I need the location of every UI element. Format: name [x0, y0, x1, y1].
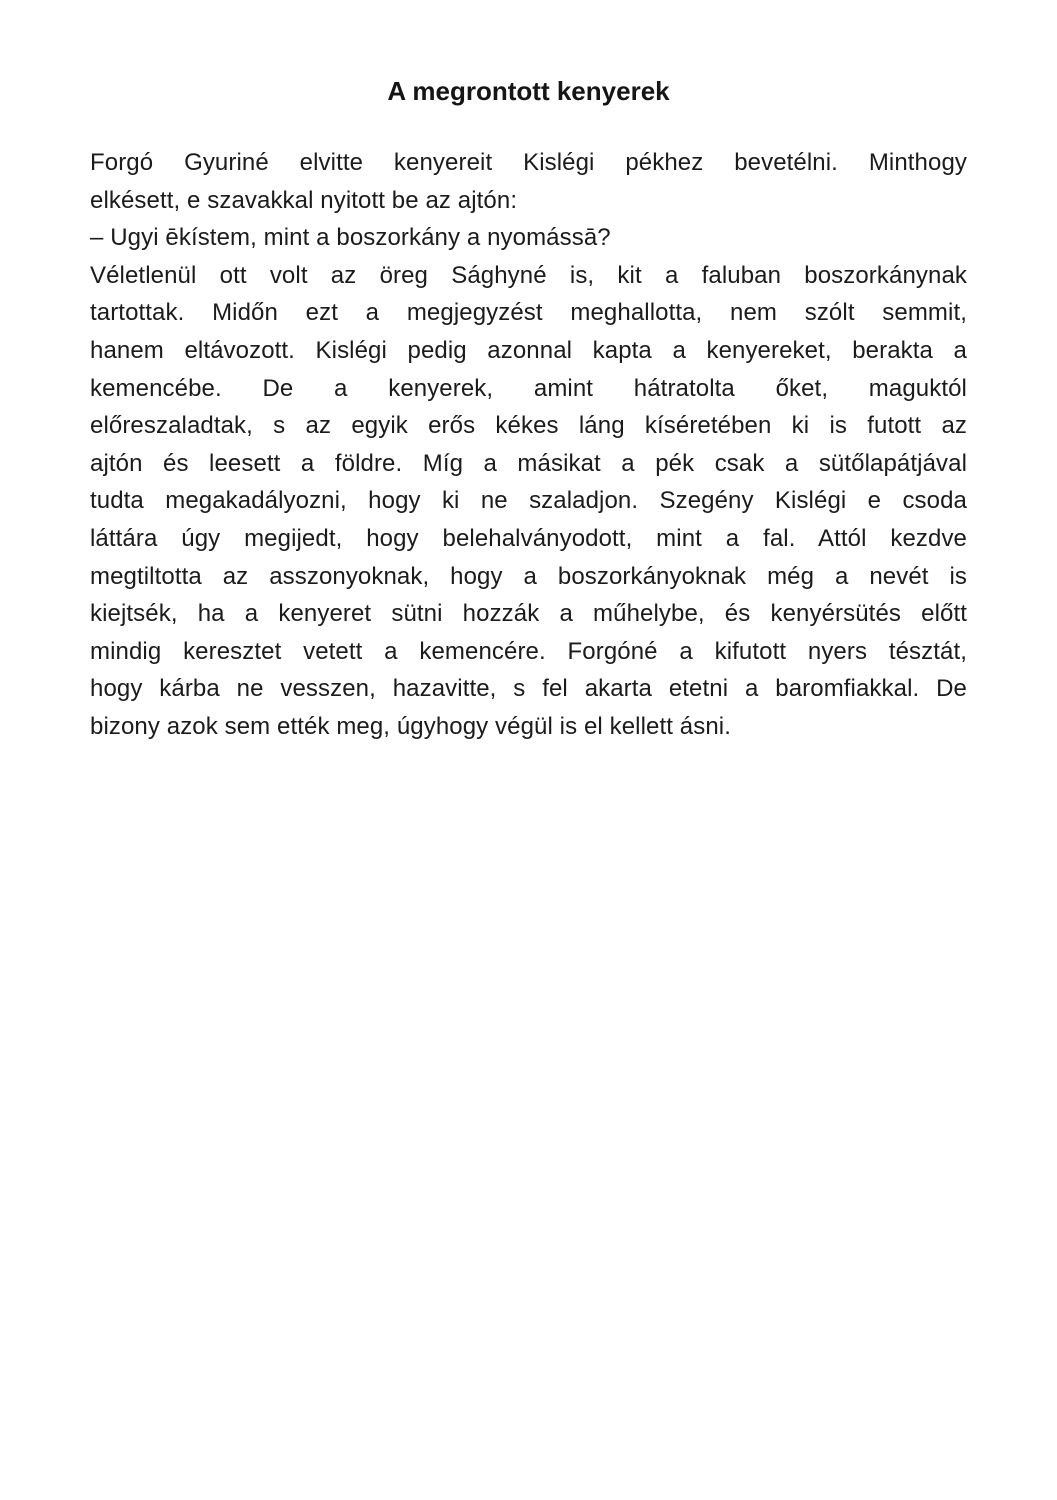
text-line: kemencébe. De a kenyerek, amint hátratolta őket, maguktól — [90, 374, 967, 402]
page-title: A megrontott kenyerek — [387, 76, 670, 106]
text-line: hogy kárba ne vesszen, hazavitte, s fel akarta etetni a baromfiakkal. De — [90, 675, 967, 703]
text-line: mindig keresztet vetett a kemencére. Forgóné a kifutott nyers tésztát, — [90, 637, 967, 665]
text-line: hanem eltávozott. Kislégi pedig azonnal kapta a kenyereket, berakta a — [90, 336, 967, 364]
text-line: bizony azok sem ették meg, úgyhogy végül is el kellett ásni. — [90, 712, 731, 740]
text-line: kiejtsék, ha a kenyeret sütni hozzák a műhelybe, és kenyérsütés előtt — [90, 600, 967, 628]
text-line: megtiltotta az asszonyoknak, hogy a boszorkányoknak még a nevét is — [90, 562, 967, 590]
text-line: Véletlenül ott volt az öreg Sághyné is, kit a faluban boszorkánynak — [90, 261, 967, 289]
page-content — [0, 0, 1057, 746]
text-line: elkésett, e szavakkal nyitott be az ajtón: — [90, 186, 518, 214]
body-text — [90, 144, 967, 746]
text-line: tudta megakadályozni, hogy ki ne szaladjon. Szegény Kislégi e csoda — [90, 487, 967, 515]
text-line: tartottak. Midőn ezt a megjegyzést meghallotta, nem szólt semmit, — [90, 299, 967, 327]
text-line: Forgó Gyuriné elvitte kenyereit Kislégi pékhez bevetélni. Minthogy — [90, 149, 967, 176]
text-line: láttára úgy megijedt, hogy belehalványodott, mint a fal. Attól kezdve — [90, 524, 967, 552]
text-line: – Ugyi ēkístem, mint a boszorkány a nyomássā? — [90, 224, 611, 252]
text-line: előreszaladtak, s az egyik erős kékes láng kíséretében ki is futott az — [90, 412, 967, 440]
text-line: ajtón és leesett a földre. Míg a másikat a pék csak a sütőlapátjával — [90, 449, 967, 477]
